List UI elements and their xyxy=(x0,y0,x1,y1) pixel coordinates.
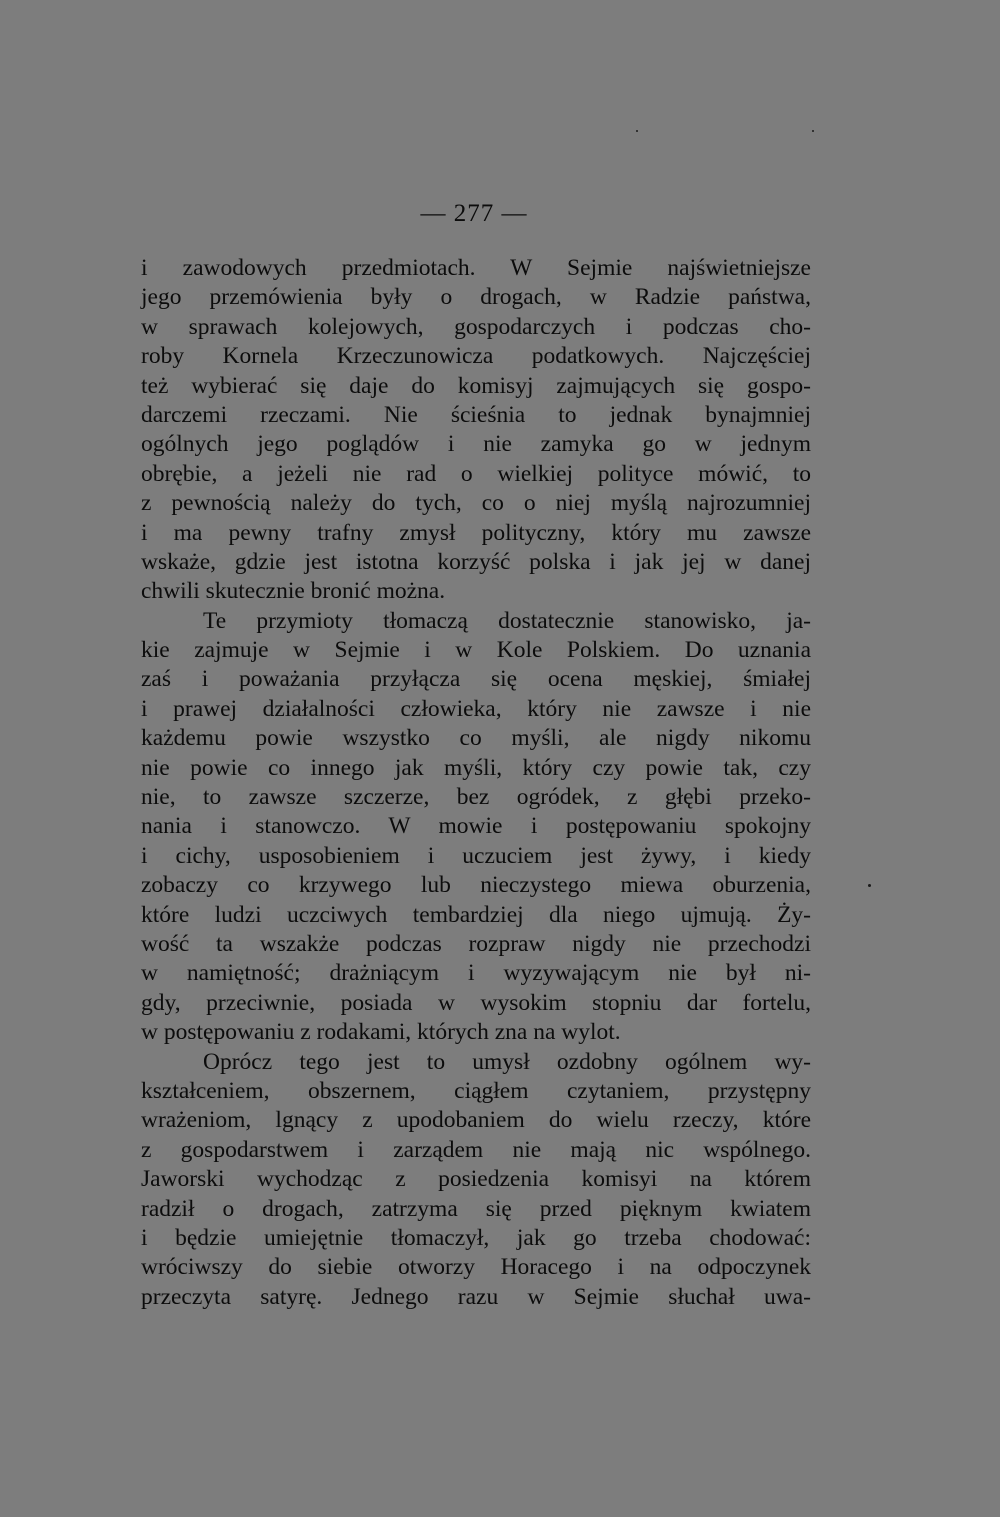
text-line: Oprócz tego jest to umysł ozdobny ogólnem wy- xyxy=(203,1048,811,1075)
text-line: chwili skutecznie bronić można. xyxy=(141,578,446,605)
text-line: Te przymioty tłomaczą dostatecznie stanowisko, ja- xyxy=(203,607,811,634)
text-line: i zawodowych przedmiotach. W Sejmie najświetniejsze xyxy=(141,255,811,281)
text-line: obrębie, a jeżeli nie rad o wielkiej polityce mówić, to xyxy=(141,460,811,487)
body-text xyxy=(141,254,811,1312)
text-line: w sprawach kolejowych, gospodarczych i podczas cho- xyxy=(141,313,811,340)
print-speck xyxy=(812,130,814,132)
text-line: i cichy, usposobieniem i uczuciem jest żywy, i kiedy xyxy=(141,842,811,869)
text-line: z gospodarstwem i zarządem nie mają nic wspólnego. xyxy=(141,1136,811,1163)
text-line: w namiętność; drażniącym i wyzywającym nie był ni- xyxy=(141,960,811,987)
text-line: w postępowaniu z rodakami, których zna na wylot. xyxy=(141,1019,621,1046)
print-speck xyxy=(636,130,638,132)
text-line: kie zajmuje w Sejmie i w Kole Polskiem. Do uznania xyxy=(141,637,811,664)
text-line: darczemi rzeczami. Nie ścieśnia to jednak bynajmniej xyxy=(141,401,811,428)
text-line: które ludzi uczciwych tembardziej dla niego ujmują. Ży- xyxy=(141,901,811,928)
text-line: nania i stanowczo. W mowie i postępowaniu spokojny xyxy=(141,813,811,840)
page-number: — 277 — xyxy=(420,200,528,227)
text-line: przeczyta satyrę. Jednego razu w Sejmie słuchał uwa- xyxy=(141,1283,811,1310)
text-line: zobaczy co krzywego lub nieczystego miewa oburzenia, xyxy=(141,872,811,899)
text-line: wość ta wszakże podczas rozpraw nigdy nie przechodzi xyxy=(141,930,811,957)
text-line: radził o drogach, zatrzyma się przed pięknym kwiatem xyxy=(141,1195,811,1222)
text-line: też wybierać się daje do komisyj zajmujących się gospo- xyxy=(141,372,811,399)
text-line: gdy, przeciwnie, posiada w wysokim stopniu dar fortelu, xyxy=(141,989,811,1016)
text-line: każdemu powie wszystko co myśli, ale nigdy nikomu xyxy=(141,725,811,752)
text-line: wrażeniom, lgnący z upodobaniem do wielu rzeczy, które xyxy=(141,1107,811,1134)
text-line: jego przemówienia były o drogach, w Radzie państwa, xyxy=(141,284,811,311)
text-line: kształceniem, obszernem, ciągłem czytaniem, przystępny xyxy=(141,1077,811,1104)
text-line: nie, to zawsze szczerze, bez ogródek, z głębi przeko- xyxy=(141,784,811,811)
text-line: i ma pewny trafny zmysł polityczny, który mu zawsze xyxy=(141,519,811,546)
text-line: nie powie co innego jak myśli, który czy powie tak, czy xyxy=(141,754,811,781)
text-line: i będzie umiejętnie tłomaczył, jak go trzeba chodować: xyxy=(141,1224,811,1251)
text-line: z pewnością należy do tych, co o niej myślą najrozumniej xyxy=(141,490,811,517)
text-line: i prawej działalności człowieka, który nie zawsze i nie xyxy=(141,695,811,722)
text-line: wskaże, gdzie jest istotna korzyść polska i jak jej w danej xyxy=(141,548,811,575)
text-line: ogólnych jego poglądów i nie zamyka go w jednym xyxy=(141,431,811,458)
text-line: wróciwszy do siebie otworzy Horacego i na odpoczynek xyxy=(141,1254,811,1281)
text-line: zaś i poważania przyłącza się ocena męskiej, śmiałej xyxy=(141,666,811,693)
text-line: roby Kornela Krzeczunowicza podatkowych. Najczęściej xyxy=(141,343,811,370)
print-speck xyxy=(868,884,871,887)
text-line: Jaworski wychodząc z posiedzenia komisyi na którem xyxy=(141,1166,811,1193)
